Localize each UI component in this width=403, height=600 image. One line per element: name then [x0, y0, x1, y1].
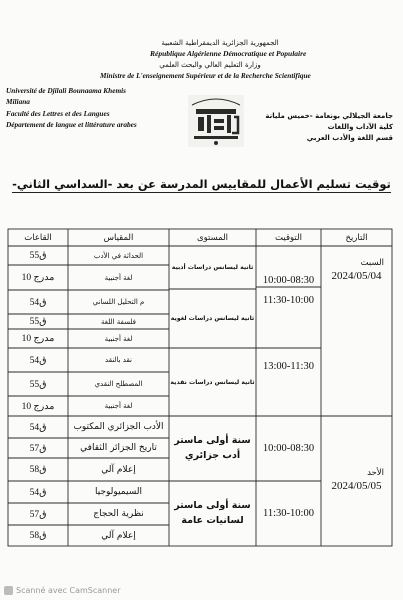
subject-cell: لغة أجنبية	[104, 334, 133, 343]
faculty-ar: كلية الآداب واللغات	[327, 123, 393, 131]
room-cell: ق58	[29, 531, 47, 541]
time-slot-2: 11:30-10:00	[263, 294, 314, 306]
subject-cell: نظرية الحجاج	[93, 509, 144, 519]
ministry-fr: Ministre de L'enseignement Supérieur et de la Recherche Scientifique	[100, 71, 311, 80]
room-cell: مدرج 10	[21, 401, 55, 412]
level-line: سنة أولى ماستر	[174, 435, 251, 447]
level-linguistic-studies: ثانية ليسانس دراسات لغوية	[170, 315, 255, 322]
time-slot-3: 13:00-11:30	[263, 360, 314, 372]
time-slot-4: 10:00-08:30	[262, 443, 315, 454]
room-cell: مدرج 10	[21, 273, 55, 283]
subject-cell: لغة أجنبية	[104, 273, 133, 282]
header-subject: المقياس	[103, 232, 134, 243]
header-room: القاعات	[24, 232, 52, 243]
subject-cell: السيميولوجيا	[95, 487, 142, 497]
subject-cell: نقد بالنقد	[105, 356, 132, 364]
department-fr: Département de langue et littérature arabes	[6, 120, 137, 129]
room-cell: ق57	[29, 509, 47, 520]
faculty-fr: Faculté des Lettres et des Langues	[6, 109, 110, 118]
level-line: سنة أولى ماستر	[174, 500, 251, 512]
level-line: لسانيات عامة	[181, 514, 244, 526]
room-cell: ق55	[29, 317, 47, 327]
republic-fr: République Algérienne Démocratique et Populaire	[150, 49, 307, 58]
day-name: السبت	[360, 257, 384, 268]
room-cell: ق58	[29, 465, 47, 475]
day-name: الأحد	[367, 467, 384, 478]
date-cell-saturday	[321, 246, 392, 296]
time-slot-5: 11:30-10:00	[263, 508, 314, 519]
republic-ar: الجمهورية الجزائرية الديمقراطية الشعبية	[161, 39, 279, 47]
header-level: المستوى	[196, 232, 229, 243]
room-cell: ق54	[29, 297, 47, 308]
university-ar: جامعة الجيلالي بونعامة -خميس مليانة	[265, 112, 393, 120]
room-cell: ق55	[29, 379, 47, 390]
document-title: توقيت تسليم الأعمال للمقاييس المدرسة عن بعد -السداسي الثاني-	[12, 177, 391, 191]
subject-cell: الأدب الجزائري المكتوب	[73, 422, 164, 432]
subject-cell: الحداثة في الأدب	[93, 251, 144, 260]
camscanner-text: Scanné avec CamScanner	[16, 586, 121, 595]
level-literary-studies: ثانية ليسانس دراسات أدبية	[171, 264, 254, 271]
camscanner-watermark	[4, 586, 121, 595]
level-master-algerian-lit	[169, 416, 256, 481]
ministry-ar: وزارة التعليم العالي والبحث العلمي	[159, 61, 261, 69]
date-value: 2024/05/05	[331, 480, 382, 493]
header-time: التوقيت	[275, 232, 302, 243]
level-master-general-linguistics	[169, 481, 256, 546]
header-date: التاريخ	[345, 232, 368, 243]
room-cell: مدرج 10	[21, 334, 55, 344]
subject-cell: فلسفة اللغة	[101, 317, 136, 326]
level-critical-studies: ثانية ليسانس دراسات نقدية	[170, 378, 255, 386]
subject-cell: المصطلح النقدي	[94, 380, 143, 388]
subject-cell: إعلام آلي	[101, 530, 136, 541]
room-cell: ق54	[29, 487, 47, 498]
department-ar: قسم اللغة والأدب العربي	[306, 134, 393, 142]
subject-cell: تاريخ الجزائر الثقافي	[80, 443, 157, 453]
room-cell: ق54	[29, 355, 47, 366]
level-line: أدب جزائري	[184, 449, 241, 461]
subject-cell: إعلام آلي	[101, 464, 136, 475]
subject-cell: م التحليل اللساني	[92, 298, 145, 306]
date-value: 2024/05/04	[331, 270, 382, 283]
subject-cell: لغة أجنبية	[104, 402, 133, 410]
room-cell: ق54	[29, 422, 47, 433]
university-fr-line1: Université de Djilali Bounaama Khemis	[6, 86, 127, 95]
room-cell: ق57	[29, 443, 47, 454]
room-cell: ق55	[29, 251, 47, 261]
camscanner-icon	[4, 586, 13, 595]
time-slot-1: 10:00-08:30	[262, 274, 315, 286]
date-cell-sunday	[321, 416, 392, 546]
university-fr-line2: Miliana	[6, 97, 30, 106]
